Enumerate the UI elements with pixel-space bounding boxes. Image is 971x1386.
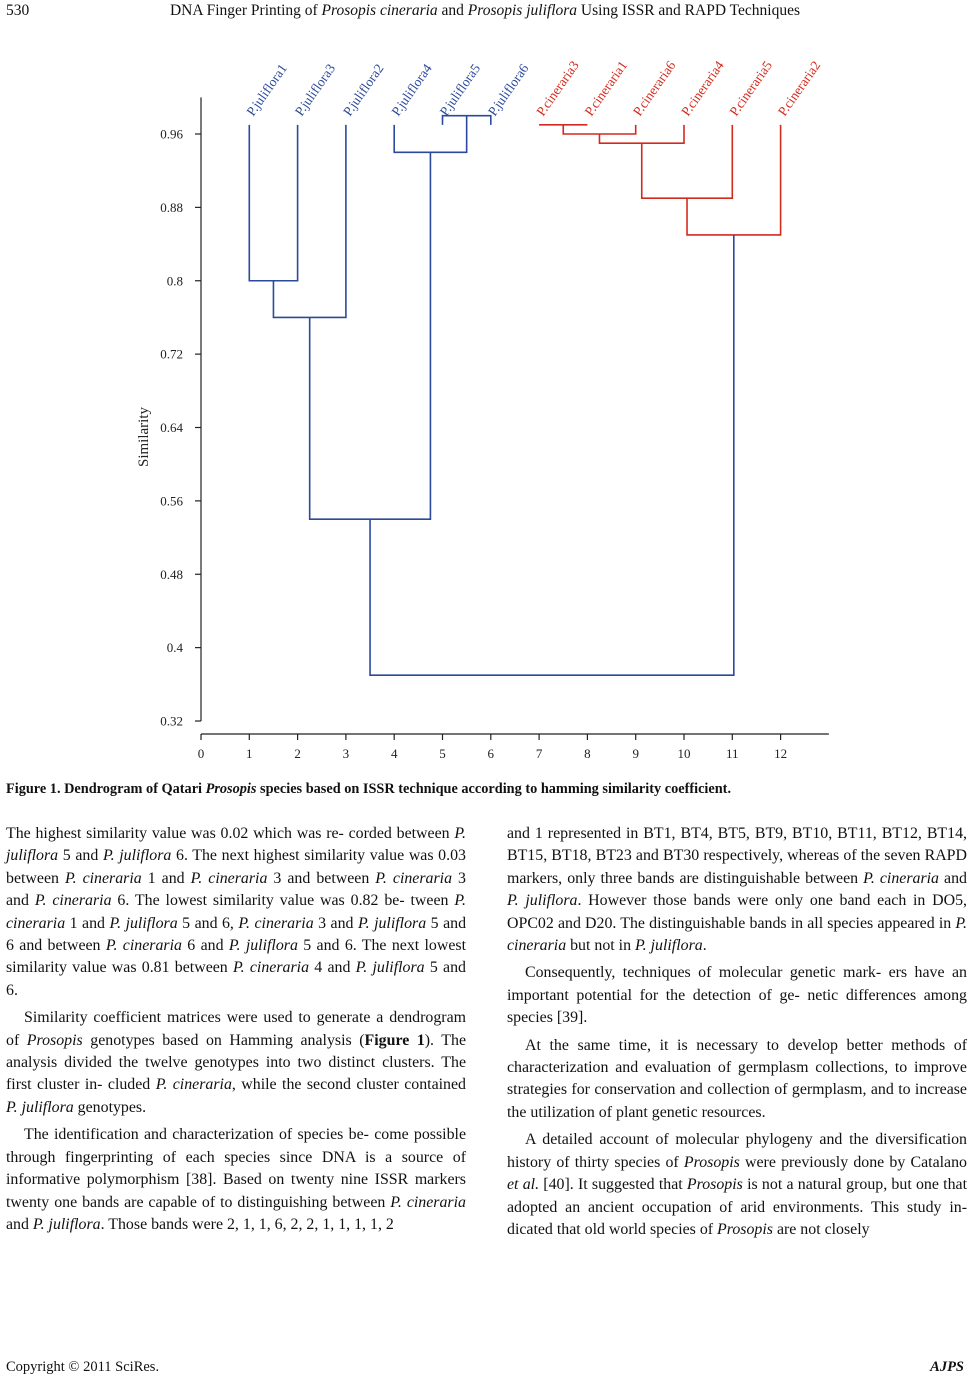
y-tick-label: 0.64 <box>160 420 183 435</box>
running-title-species-a: Prosopis cineraria <box>321 2 438 19</box>
leaf-label: P.juliflora1 <box>243 61 290 119</box>
leaf-label: P.cineraria1 <box>581 58 631 119</box>
paragraph: A detailed account of molecular phylogeny and the diversification history of thirty species of Prosopis were previously done by Catalano et al. [40]. It suggested that Prosopis is not a natural group, but one that adopted an ancient occupation of arid environments. This study in- dicated that old world species of Prosopis are not closely <box>507 1131 967 1238</box>
x-tick-label: 7 <box>535 746 543 761</box>
leaf-label: P.cineraria3 <box>533 58 582 119</box>
paragraph: Consequently, techniques of molecular genetic mark- ers have an important potential for the detection of ge- netic differences among species [39]. <box>507 964 967 1027</box>
leaf-label: P.juliflora3 <box>291 61 339 119</box>
y-tick-label: 0.88 <box>160 199 183 215</box>
running-title-and: and <box>437 2 468 19</box>
paragraph: At the same time, it is necessary to develop better methods of characterization and evaluation of germplasm collections, to improve strategies for conservation and collection of germplasm, and to increase the utilization of plant genetic resources. <box>507 1036 967 1121</box>
x-tick-label: 12 <box>774 746 788 761</box>
paragraph: Similarity coefficient matrices were used to generate a dendrogram of Prosopis genotypes based on Hamming analysis (Figure 1). The analysis divided the twelve genotypes into two distinct clusters. The first cluster in- cluded P. cineraria, while the second cluster contained P. juliflora genotypes. <box>6 1009 466 1116</box>
x-tick-label: 0 <box>197 746 205 761</box>
paragraph: The highest similarity value was 0.02 which was re- corded between P. juliflora 5 and P. juliflora 6. The next highest similarity value was 0.03 between P. cineraria 1 and P. cineraria 3 and between P. cineraria 3 and P. cineraria 6. The lowest similarity value was 0.82 be- tween P. cineraria 1 and P. juliflora 5 and 6, P. cineraria 3 and P. juliflora 5 and 6 and between P. cineraria 6 and P. juliflora 5 and 6. The next lowest similarity value was 0.81 between P. cineraria 4 and P. juliflora 5 and 6. <box>6 825 467 999</box>
page-header <box>6 2 964 26</box>
paragraph: The identification and characterization of species be- come possible through fingerprinting of each species since DNA is a source of informative polymorphism [38]. Based on twenty nine ISSR markers twenty one bands are capable of to distinguishing between P. cineraria and P. juliflora. Those bands were 2, 1, 1, 6, 2, 2, 1, 1, 1, 1, 2 <box>6 1126 466 1233</box>
copyright-notice: Copyright © 2011 SciRes. <box>6 1359 160 1375</box>
leaf-label: P.juliflora6 <box>484 61 532 119</box>
text-column-left <box>6 823 466 1241</box>
leaf-label: P.juliflora2 <box>340 61 387 119</box>
dendrogram-figure <box>130 52 842 764</box>
x-tick-label: 2 <box>294 746 301 761</box>
y-tick-label: 0.72 <box>160 346 183 362</box>
leaf-label: P.juliflora4 <box>388 61 435 119</box>
figure-caption-suffix: species based on ISSR technique according to hamming similarity coefficient. <box>256 781 732 797</box>
leaf-label: P.cineraria5 <box>726 58 776 119</box>
x-tick-label: 5 <box>439 746 446 761</box>
y-tick-label: 0.96 <box>160 126 183 142</box>
y-tick-label: 0.56 <box>160 493 183 509</box>
y-tick-label: 0.48 <box>160 566 183 582</box>
running-title-prefix: DNA Finger Printing of <box>169 2 322 19</box>
paragraph: and 1 represented in BT1, BT4, BT5, BT9, BT10, BT11, BT12, BT14, BT15, BT18, BT23 and BT30 respectively, whereas of the seven RAPD markers, only three bands are distinguishable between P. cineraria and P. juliflora. However those bands were only one band each in DO5, OPC02 and D20. The distinguishable bands in all species appeared in P. cineraria but not in P. juliflora. <box>507 825 967 955</box>
leaf-label: P.cineraria6 <box>629 58 679 119</box>
x-tick-label: 3 <box>342 746 350 761</box>
figure-caption-prefix: Figure 1. Dendrogram of Qatari <box>6 781 206 797</box>
x-tick-label: 4 <box>390 746 398 761</box>
x-tick-label: 1 <box>246 746 253 761</box>
x-tick-label: 9 <box>632 746 639 761</box>
x-tick-label: 11 <box>726 746 739 761</box>
page-number: 530 <box>6 2 30 19</box>
text-column-right <box>507 823 967 1246</box>
leaf-label: P.cineraria2 <box>774 58 824 119</box>
y-tick-label: 0.32 <box>160 713 183 729</box>
leaf-label: P.juliflora5 <box>436 61 484 119</box>
y-tick-label: 0.4 <box>166 640 183 656</box>
x-tick-label: 8 <box>584 746 591 761</box>
running-title <box>6 2 964 20</box>
x-tick-label: 6 <box>487 746 495 761</box>
x-tick-label: 10 <box>677 746 691 761</box>
y-tick-label: 0.8 <box>166 273 183 289</box>
running-title-suffix: Using ISSR and RAPD Techniques <box>577 2 800 19</box>
running-title-species-b: Prosopis juliflora <box>467 2 578 19</box>
journal-abbreviation: AJPS <box>930 1359 964 1375</box>
figure-caption <box>6 781 966 798</box>
figure-caption-genus: Prosopis <box>205 781 257 797</box>
y-axis-label: Similarity <box>136 407 152 467</box>
leaf-label: P.cineraria4 <box>678 58 727 119</box>
